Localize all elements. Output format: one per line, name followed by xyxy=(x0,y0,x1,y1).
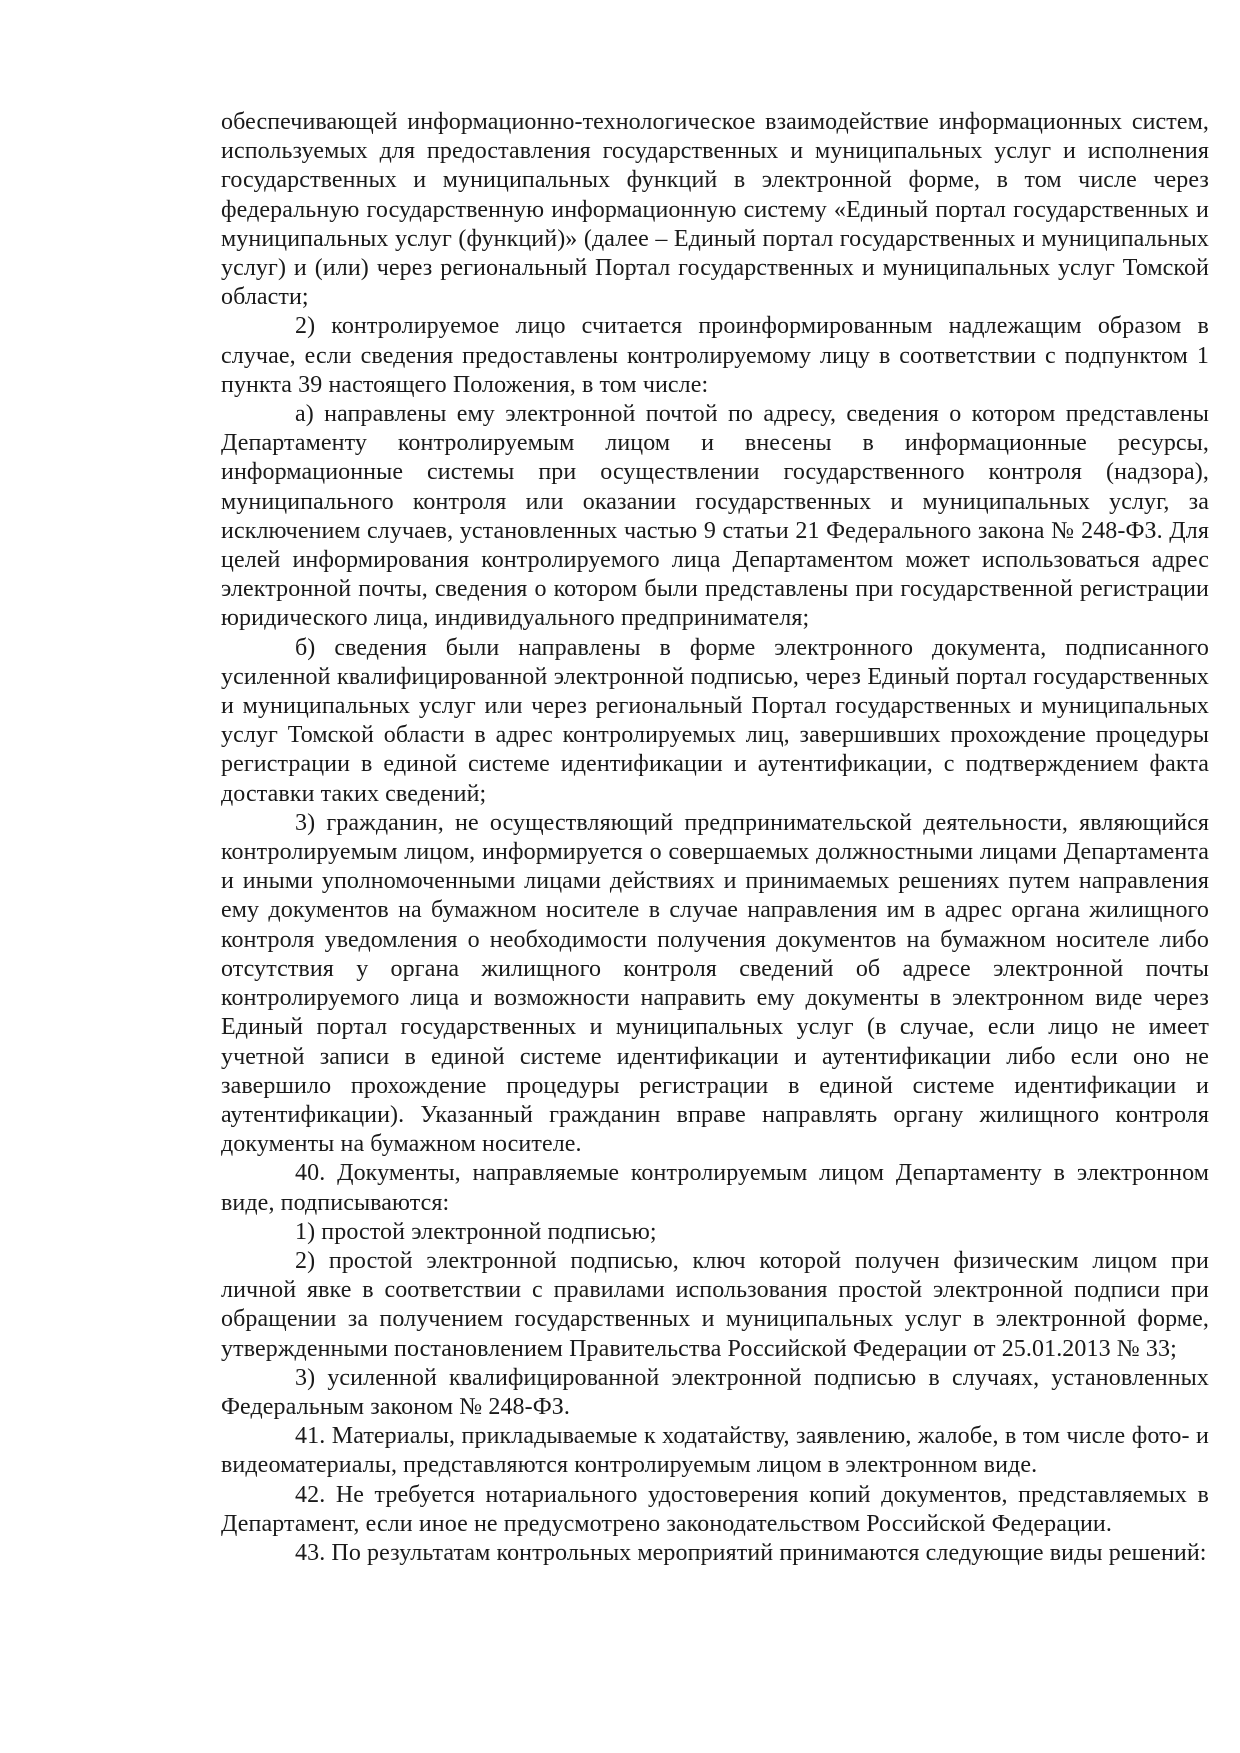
paragraph-continuation: обеспечивающей информационно-технологическое взаимодействие информационных систем, используемых для предоставления государственных и муниципальных услуг и исполнения государственных и муниципальных функций в электронной форме, в том числе через федеральную государственную информационную систему «Единый портал государственных и муниципальных услуг (функций)» (далее – Единый портал государственных и муниципальных услуг) и (или) через региональный Портал государственных и муниципальных услуг Томской области; xyxy=(221,109,1209,311)
paragraph-41: 41. Материалы, прикладываемые к ходатайству, заявлению, жалобе, в том числе фото- и видеоматериалы, представляются контролируемым лицом в электронном виде. xyxy=(221,1423,1209,1479)
document-page xyxy=(221,108,1209,1568)
paragraph-40: 40. Документы, направляемые контролируемым лицом Департаменту в электронном виде, подписываются: xyxy=(221,1160,1209,1216)
paragraph-item-3: 3) гражданин, не осуществляющий предпринимательской деятельности, являющийся контролируемым лицом, информируется о совершаемых должностными лицами Департамента и иными уполномоченными лицами действиях и принимаемых решениях путем направления ему документов на бумажном носителе в случае направления им в адрес органа жилищного контроля уведомления о необходимости получения документов на бумажном носителе либо отсутствия у органа жилищного контроля сведений об адресе электронной почты контролируемого лица и возможности направить ему документы в электронном виде через Единый портал государственных и муниципальных услуг (в случае, если лицо не имеет учетной записи в единой системе идентификации и аутентификации либо если оно не завершило прохождение процедуры регистрации в единой системе идентификации и аутентификации). Указанный гражданин вправе направлять органу жилищного контроля документы на бумажном носителе. xyxy=(221,809,1209,1158)
paragraph-43: 43. По результатам контрольных мероприятий принимаются следующие виды решений: xyxy=(295,1539,1207,1566)
paragraph-40-item-3: 3) усиленной квалифицированной электронной подписью в случаях, установленных Федеральным законом № 248-ФЗ. xyxy=(221,1364,1209,1420)
paragraph-subitem-a: а) направлены ему электронной почтой по адресу, сведения о котором представлены Департаменту контролируемым лицом и внесены в информационные ресурсы, информационные системы при осуществлении государственного контроля (надзора), муниципального контроля или оказании государственных и муниципальных услуг, за исключением случаев, установленных частью 9 статьи 21 Федерального закона № 248-ФЗ. Для целей информирования контролируемого лица Департаментом может использоваться адрес электронной почты, сведения о котором были представлены при государственной регистрации юридического лица, индивидуального предпринимателя; xyxy=(221,401,1209,632)
paragraph-item-2: 2) контролируемое лицо считается проинформированным надлежащим образом в случае, если сведения предоставлены контролируемому лицу в соответствии с подпунктом 1 пункта 39 настоящего Положения, в том числе: xyxy=(221,313,1209,398)
paragraph-42: 42. Не требуется нотариального удостоверения копий документов, представляемых в Департамент, если иное не предусмотрено законодательством Российской Федерации. xyxy=(221,1481,1209,1537)
paragraph-40-item-1: 1) простой электронной подписью; xyxy=(295,1218,657,1245)
paragraph-subitem-b: б) сведения были направлены в форме электронного документа, подписанного усиленной квалифицированной электронной подписью, через Единый портал государственных и муниципальных услуг или через региональный Портал государственных и муниципальных услуг Томской области в адрес контролируемых лиц, завершивших прохождение процедуры регистрации в единой системе идентификации и аутентификации, с подтверждением факта доставки таких сведений; xyxy=(221,634,1209,807)
paragraph-40-item-2: 2) простой электронной подписью, ключ которой получен физическим лицом при личной явке в соответствии с правилами использования простой электронной подписи при обращении за получением государственных и муниципальных услуг в электронной форме, утвержденными постановлением Правительства Российской Федерации от 25.01.2013 № 33; xyxy=(221,1247,1209,1362)
